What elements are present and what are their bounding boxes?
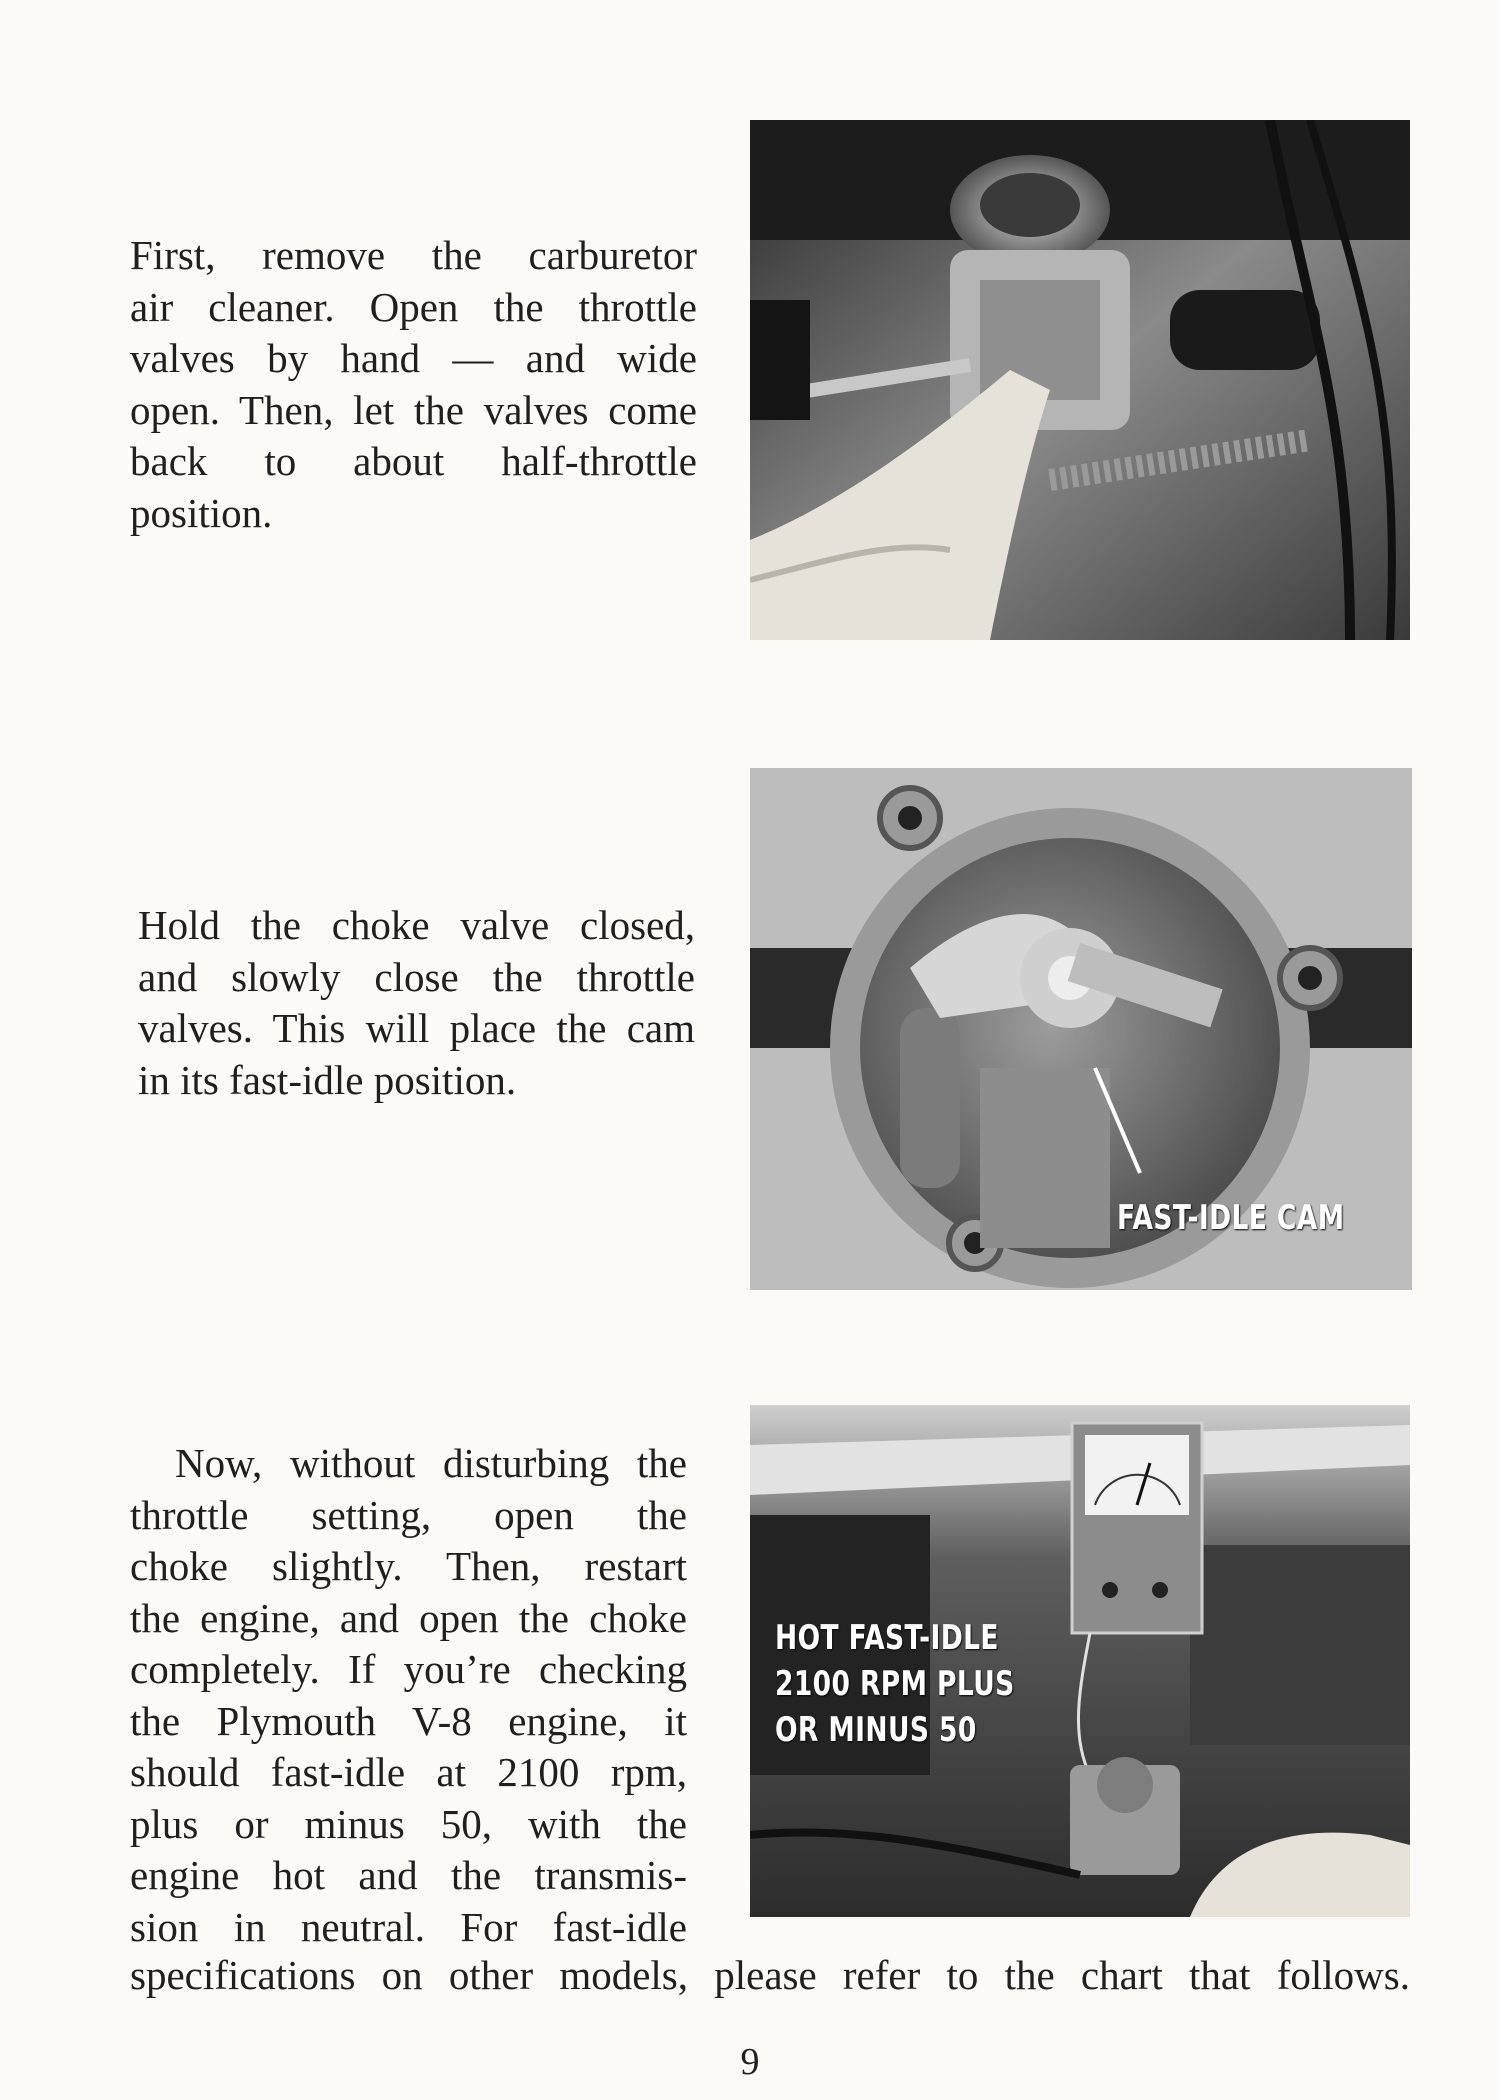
instruction-text-3	[130, 1438, 687, 1953]
text-line: and slowly close the throttle	[138, 953, 695, 1000]
text-line: sion in neutral. For fast-idle	[130, 1903, 687, 1950]
text-line: open. Then, let the valves come	[130, 386, 697, 433]
label-line: 2100 RPM PLUS	[775, 1664, 1015, 1704]
tachometer-fast-idle-photo	[750, 1405, 1410, 1917]
fast-idle-cam-label: FAST-IDLE CAM	[1117, 1198, 1345, 1238]
text-line: completely. If you’re checking	[130, 1646, 687, 1692]
text-line: the Plymouth V-8 engine, it	[130, 1697, 687, 1744]
carburetor-throttle-photo	[750, 120, 1410, 640]
text-line: engine hot and the transmis-	[130, 1852, 687, 1898]
label-line: HOT FAST-IDLE	[775, 1618, 999, 1658]
text-line: valves by hand — and wide	[130, 335, 697, 381]
text-line: in its fast-idle position.	[138, 1056, 517, 1103]
page-number: 9	[740, 2041, 760, 2083]
label-line: OR MINUS 50	[775, 1710, 977, 1750]
instruction-text-2	[138, 900, 695, 1106]
instruction-text-3-final-line	[130, 1950, 1410, 2002]
instruction-text-1	[130, 230, 697, 539]
text-line: throttle setting, open the	[130, 1491, 687, 1538]
text-line: Now, without disturbing the	[175, 1440, 687, 1486]
text-line: position.	[130, 489, 273, 536]
text-line: plus or minus 50, with the	[130, 1800, 687, 1847]
text-line: First, remove the carburetor	[130, 232, 697, 278]
text-line: valves. This will place the cam	[138, 1005, 695, 1051]
text-line: back to about half-throttle	[130, 438, 697, 484]
text-line: specifications on other models, please refer to the chart that follows.	[130, 1952, 1410, 1998]
text-line: choke slightly. Then, restart	[130, 1543, 687, 1589]
text-line: the engine, and open the choke	[130, 1594, 687, 1641]
text-line: should fast-idle at 2100 rpm,	[130, 1749, 687, 1795]
text-line: air cleaner. Open the throttle	[130, 283, 697, 330]
text-line: Hold the choke valve closed,	[138, 902, 695, 948]
